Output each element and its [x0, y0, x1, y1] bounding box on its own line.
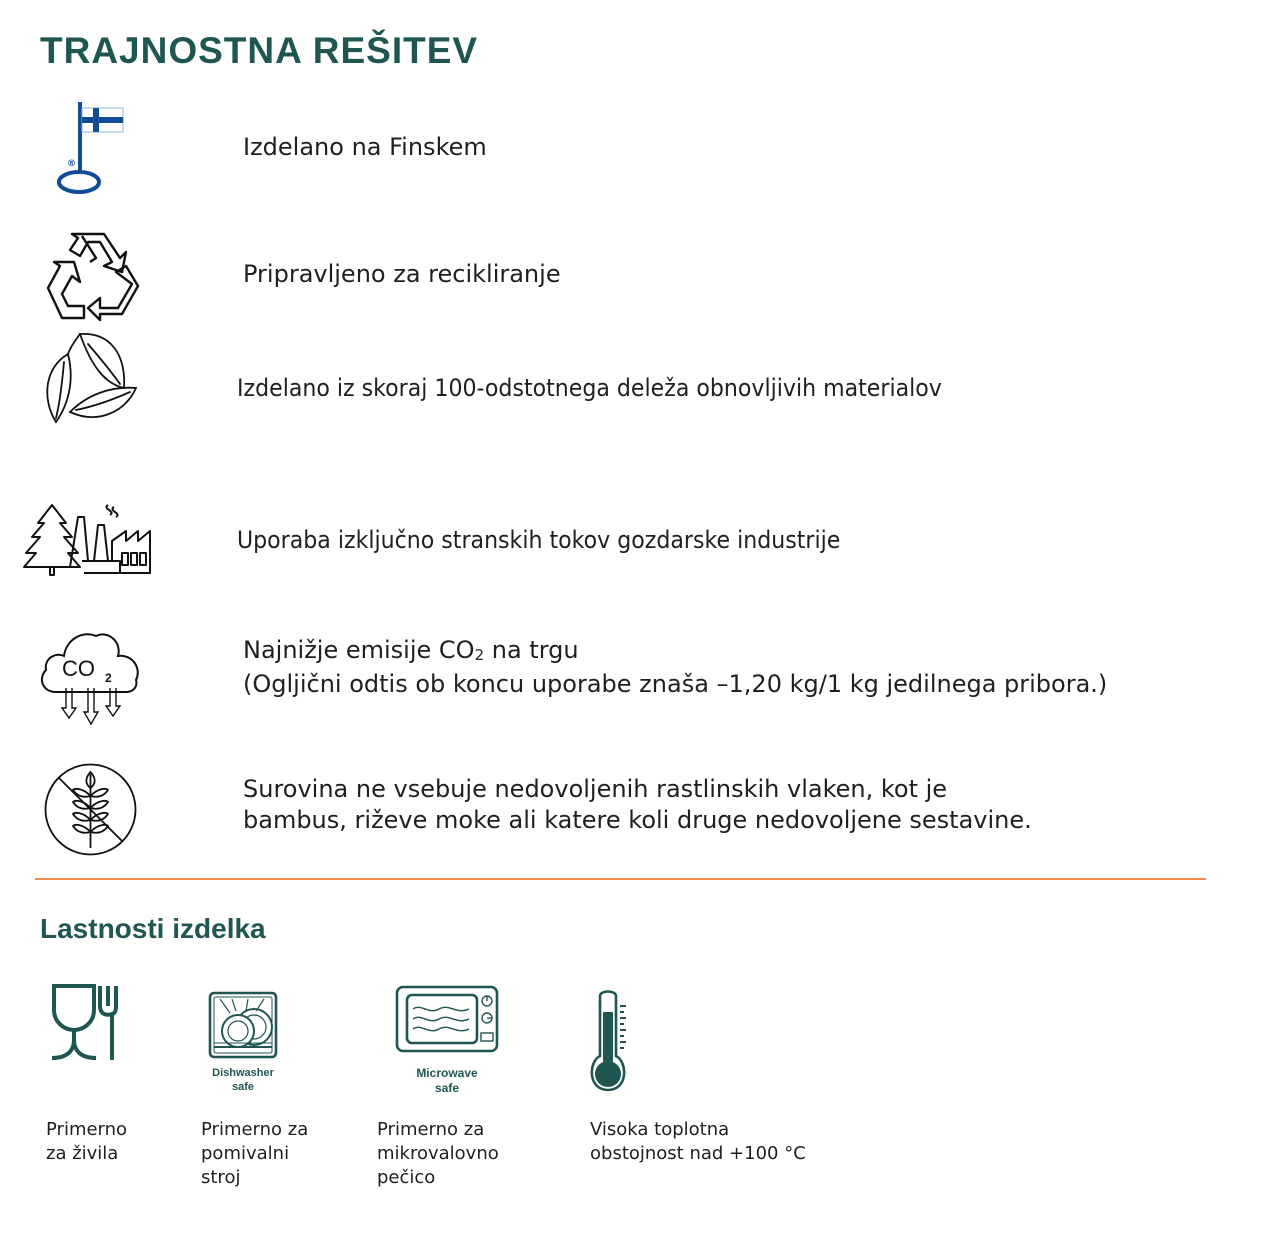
dishwasher-caption: Dishwasher safe — [212, 1067, 274, 1093]
co2-text: CO — [62, 656, 95, 681]
co2-line-sub: 2 — [474, 646, 485, 664]
feature-no-forbidden-fibers-line1: Surovina ne vsebuje nedovoljenih rastlinskih vlaken, kot je — [243, 775, 948, 803]
thermometer-icon — [588, 990, 632, 1094]
feature-forestry-side-streams: Uporaba izključno stranskih tokov gozdarske industrije — [237, 526, 841, 554]
recycle-icon — [42, 228, 140, 322]
forest-factory-icon — [22, 503, 152, 577]
registered-mark: ® — [67, 159, 76, 169]
finnish-key-flag-icon — [55, 100, 127, 196]
co2-line-pre: Najnižje emisije CO — [243, 636, 475, 664]
page-title: TRAJNOSTNA REŠITEV — [40, 30, 479, 71]
property-microwave: Primerno za mikrovalovno pečico — [377, 1119, 499, 1188]
section-divider — [35, 878, 1206, 880]
property-heat-resistance: Visoka toplotna obstojnost nad +100 °C — [590, 1119, 806, 1164]
microwave-caption: Microwave safe — [416, 1066, 478, 1095]
co2-cloud-icon — [38, 628, 144, 726]
properties-title: Lastnosti izdelka — [40, 913, 266, 944]
leaves-cycle-icon — [40, 328, 140, 426]
feature-carbon-footprint-note: (Ogljični odtis ob koncu uporabe znaša –1,20 kg/1 kg jedilnega pribora.) — [243, 670, 1108, 698]
feature-made-in-finland: Izdelano na Finskem — [243, 133, 487, 161]
microwave-safe-icon — [395, 985, 499, 1055]
feature-recyclable: Pripravljeno za recikliranje — [243, 260, 561, 288]
dishwasher-safe-icon — [208, 991, 278, 1059]
feature-no-forbidden-fibers-line2: bambus, riževe moke ali katere koli druge nedovoljene sestavine. — [243, 806, 1032, 834]
co2-subscript: 2 — [105, 671, 112, 685]
no-wheat-icon — [43, 762, 138, 857]
property-dishwasher: Primerno za pomivalni stroj — [201, 1119, 309, 1188]
food-safe-glass-fork-icon — [50, 984, 122, 1062]
feature-renewable-materials: Izdelano iz skoraj 100-odstotnega deleža obnovljivih materialov — [237, 374, 942, 402]
property-food-safe: Primerno za živila — [46, 1119, 128, 1164]
co2-line-post: na trgu — [484, 636, 579, 664]
